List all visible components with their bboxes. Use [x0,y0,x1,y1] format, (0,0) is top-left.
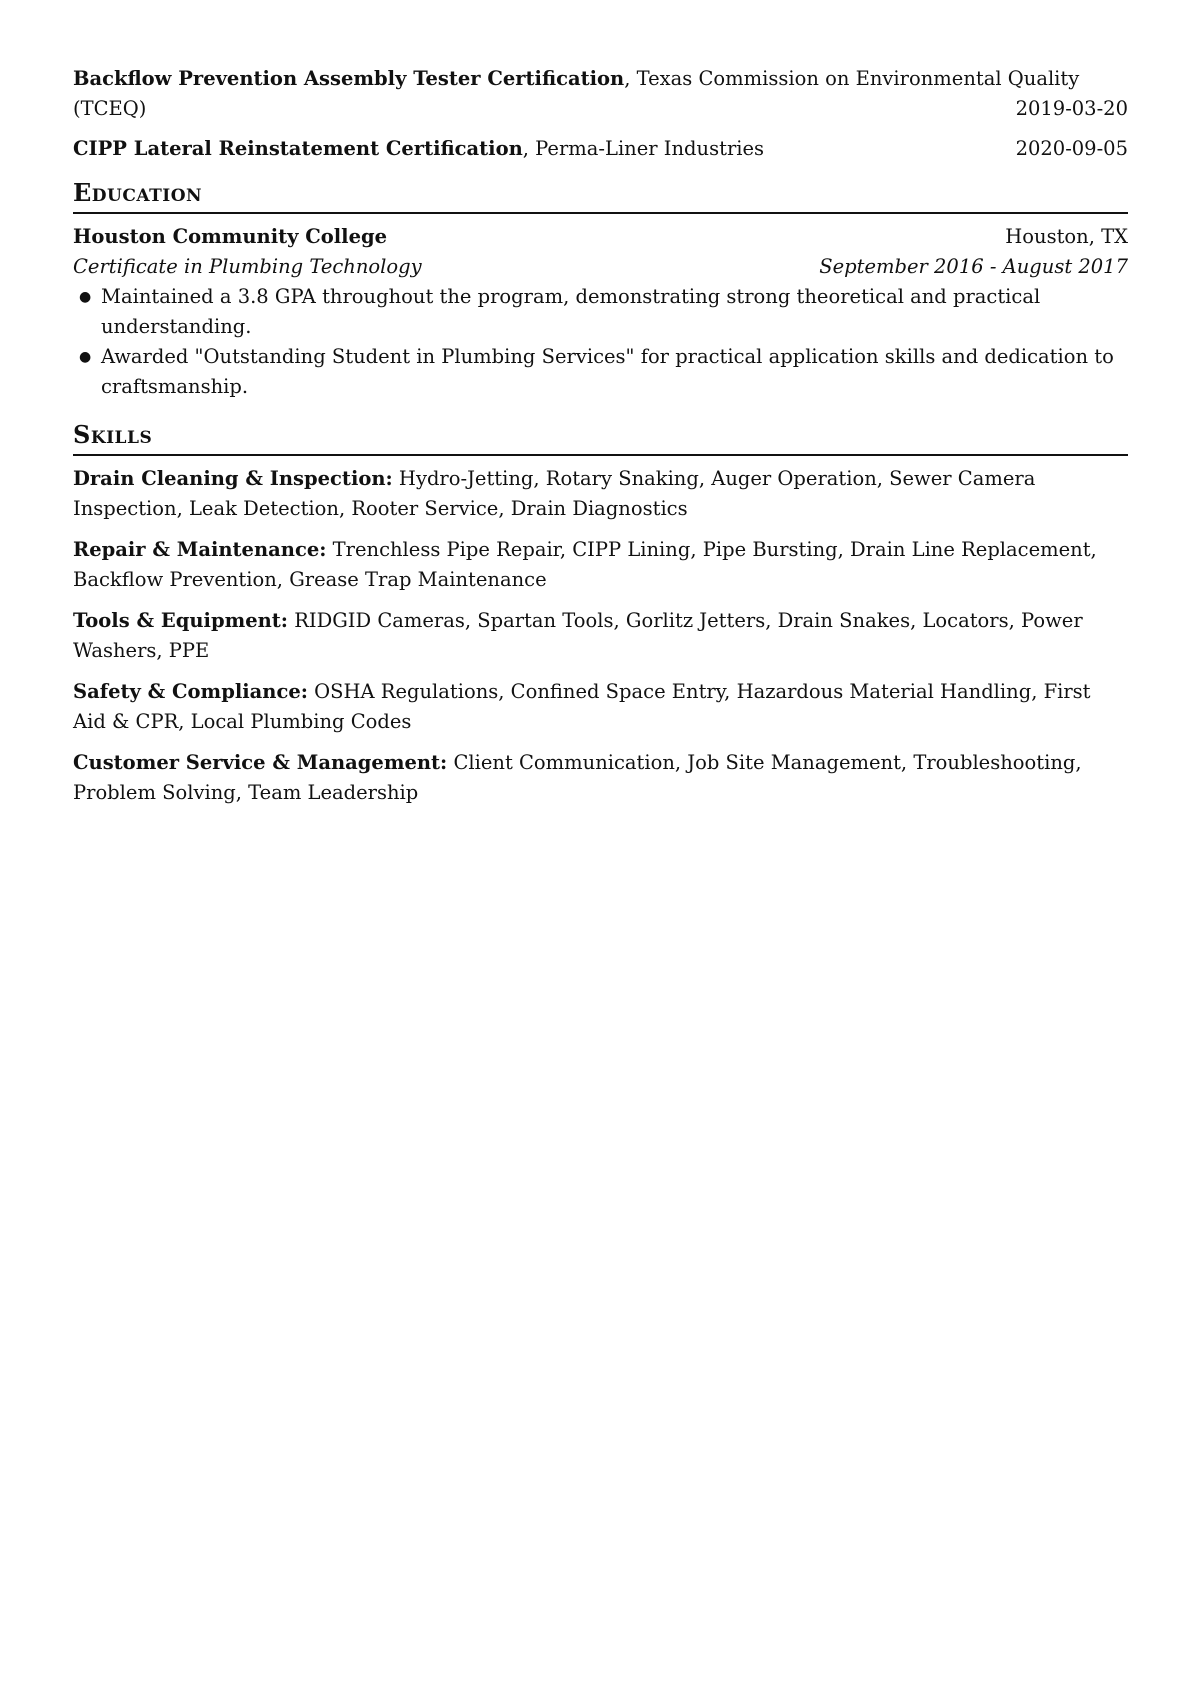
list-item: ● Maintained a 3.8 GPA throughout the program, demonstrating strong theoretical and practical understanding. [101,282,1128,342]
school-name: Houston Community College [73,225,388,248]
skill-value: RIDGID Cameras, Spartan Tools, Gorlitz Jetters, Drain Snakes, Locators, Power Washers, PPE [73,609,1083,662]
education-entry [73,222,1128,402]
skill-value: OSHA Regulations, Confined Space Entry, Hazardous Material Handling, First Aid & CPR, Local Plumbing Codes [73,680,1091,733]
bullet-icon: ● [79,289,92,305]
skill-row [73,677,1128,737]
education-bullets [73,282,1128,402]
certification-name: Backflow Prevention Assembly Tester Certification [73,67,625,90]
bullet-icon: ● [79,349,92,365]
skill-label: Tools & Equipment: [73,609,288,632]
skill-value: Trenchless Pipe Repair, CIPP Lining, Pipe Bursting, Drain Line Replacement, Backflow Prevention, Grease Trap Maintenance [73,538,1097,591]
section-title-skills: Skills [73,418,1128,456]
education-dates: September 2016 - August 2017 [819,255,1128,278]
list-item: ● Awarded "Outstanding Student in Plumbing Services" for practical application skills and dedication to craftsmanship. [101,342,1128,402]
degree-name: Certificate in Plumbing Technology [73,255,422,278]
skill-row [73,535,1128,595]
skill-row [73,748,1128,808]
section-title-education: Education [73,176,1128,214]
certification-name: CIPP Lateral Reinstatement Certification [73,137,523,160]
certification-issuer: , Texas Commission on Environmental Quality [624,67,1080,90]
skill-label: Safety & Compliance: [73,680,308,703]
skills-list [73,464,1128,808]
resume-page [73,64,1128,819]
certification-issuer-continued: (TCEQ) [73,97,147,120]
school-location: Houston, TX [1005,225,1128,248]
skill-label: Customer Service & Management: [73,751,448,774]
certification-entry [73,64,1128,124]
skill-value: Client Communication, Job Site Management, Troubleshooting, Problem Solving, Team Leadership [73,751,1082,804]
certification-date: 2020-09-05 [1015,137,1128,160]
skill-label: Drain Cleaning & Inspection: [73,467,393,490]
skill-label: Repair & Maintenance: [73,538,327,561]
certification-issuer: , Perma-Liner Industries [522,137,765,160]
certification-entry [73,134,1128,164]
certification-date: 2019-03-20 [1015,97,1128,120]
skill-row [73,606,1128,666]
skill-row [73,464,1128,524]
skill-value: Hydro-Jetting, Rotary Snaking, Auger Operation, Sewer Camera Inspection, Leak Detection, Rooter Service, Drain Diagnostics [73,467,1036,520]
